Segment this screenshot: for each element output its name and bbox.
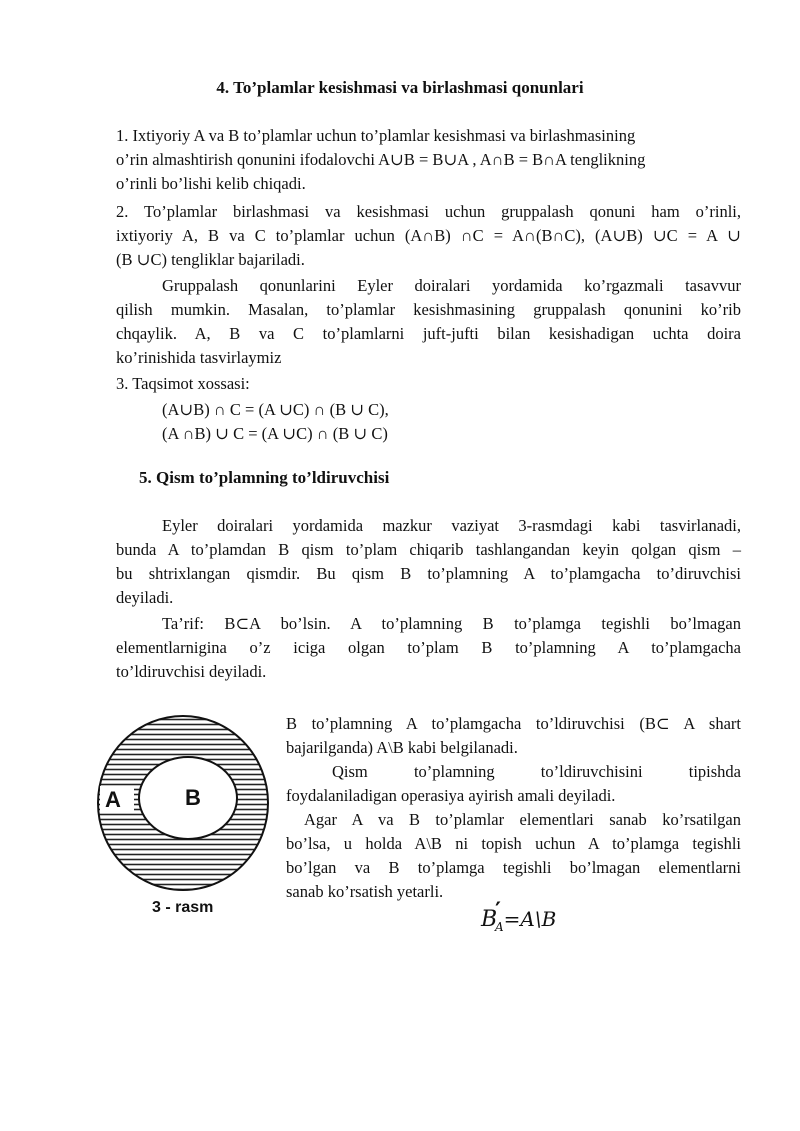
text-line: Qism to’plamning to’ldiruvchisini tipishda bbox=[332, 762, 741, 781]
euler-diagram-figure bbox=[96, 712, 270, 902]
equation-subscript: A bbox=[494, 920, 504, 935]
section-4-paragraph-3 bbox=[116, 274, 741, 370]
text-line: Agar A va B to’plamlar elementlari sanab ko’rsatilgan bbox=[304, 810, 741, 829]
equation-base: B bbox=[481, 907, 498, 932]
text-line: bu shtrixlangan qismdir. Bu qism B to’plamning A to’plamgacha to’diruvchisi bbox=[116, 564, 741, 583]
section-5-title: 5. Qism to’plamning to’ldiruvchisi bbox=[139, 468, 390, 487]
section-4-title: 4. To’plamlar kesishmasi va birlashmasi qonunlari bbox=[216, 78, 584, 97]
section-5-paragraph-1 bbox=[116, 514, 741, 610]
text-line: bajarilganda) A\B kabi belgilanadi. bbox=[286, 738, 518, 757]
distributive-formula-2: (A ∩B) ∪ C = (A ∪C) ∩ (B ∪ C) bbox=[162, 424, 388, 443]
text-line: sanab ko’rsatish yetarli. bbox=[286, 882, 444, 901]
text-line: ko’rinishida tasvirlaymiz bbox=[116, 348, 282, 367]
text-line: (B ∪C) tengliklar bajariladi. bbox=[116, 250, 305, 269]
equation-prime: ′ bbox=[495, 898, 501, 924]
section-5-definition bbox=[116, 612, 741, 684]
text-line: o’rinli bo’lishi kelib chiqadi. bbox=[116, 174, 306, 193]
text-line: ixtiyoriy A, B va C to’plamlar uchun (A∩B) ∩C = A∩(B∩C), (A∪B) ∪C = A ∪ bbox=[116, 226, 741, 245]
text-line: 1. Ixtiyoriy A va B to’plamlar uchun to’plamlar kesishmasi va birlashmasining bbox=[116, 126, 636, 145]
text-line: Gruppalash qonunlarini Eyler doiralari yordamida ko’rgazmali tasavvur bbox=[162, 276, 741, 295]
set-b-label: B bbox=[185, 785, 201, 810]
text-line: bo’lsa, u holda A\B ni topish uchun A to’plamga tegishli bbox=[286, 834, 741, 853]
section-4-paragraph-2 bbox=[116, 200, 741, 272]
text-line: deyiladi. bbox=[116, 588, 174, 607]
text-line: foydalaniladigan operasiya ayirish amali deyiladi. bbox=[286, 786, 616, 805]
distributive-formula-1: (A∪B) ∩ C = (A ∪C) ∩ (B ∪ C), bbox=[162, 400, 389, 419]
text-line: o’rin almashtirish qonunini ifodalovchi A∪B = B∪A , A∩B = B∩A tenglikning bbox=[116, 150, 646, 169]
text-line: to’ldiruvchisi deyiladi. bbox=[116, 662, 267, 681]
text-line: B to’plamning A to’plamgacha to’ldiruvchisi (B⊂ A shart bbox=[286, 714, 741, 733]
section-4-paragraph-4: 3. Taqsimot xossasi: bbox=[116, 374, 250, 393]
equation-rhs: =A\B bbox=[503, 907, 557, 931]
text-line: bunda A to’plamdan B qism to’plam chiqarib tashlangandan keyin qolgan qism – bbox=[116, 540, 741, 559]
text-line: 2. To’plamlar birlashmasi va kesishmasi uchun gruppalash qonuni ham o’rinli, bbox=[116, 202, 741, 221]
text-line: qilish mumkin. Masalan, to’plamlar kesishmasining gruppalash qonunini ko’rib bbox=[116, 300, 741, 319]
figure-side-text bbox=[286, 712, 741, 904]
text-line: elementlarnigina o’z iciga olgan to’plam B to’plamning A to’plamgacha bbox=[116, 638, 741, 657]
set-a-label: A bbox=[105, 787, 121, 812]
text-line: Ta’rif: B⊂A bo’lsin. A to’plamning B to’plamga tegishli bo’lmagan bbox=[162, 614, 741, 633]
text-line: Eyler doiralari yordamida mazkur vaziyat 3-rasmdagi kabi tasvirlanadi, bbox=[162, 516, 741, 535]
text-line: bo’lgan va B to’plamga tegishli bo’lmagan elementlarni bbox=[286, 858, 741, 877]
text-line: chqaylik. A, B va C to’plamlarni juft-jufti bilan kesishadigan uchta doira bbox=[116, 324, 741, 343]
section-4-paragraph-1 bbox=[116, 124, 741, 196]
complement-equation bbox=[481, 898, 557, 935]
figure-caption: 3 - rasm bbox=[152, 899, 214, 916]
